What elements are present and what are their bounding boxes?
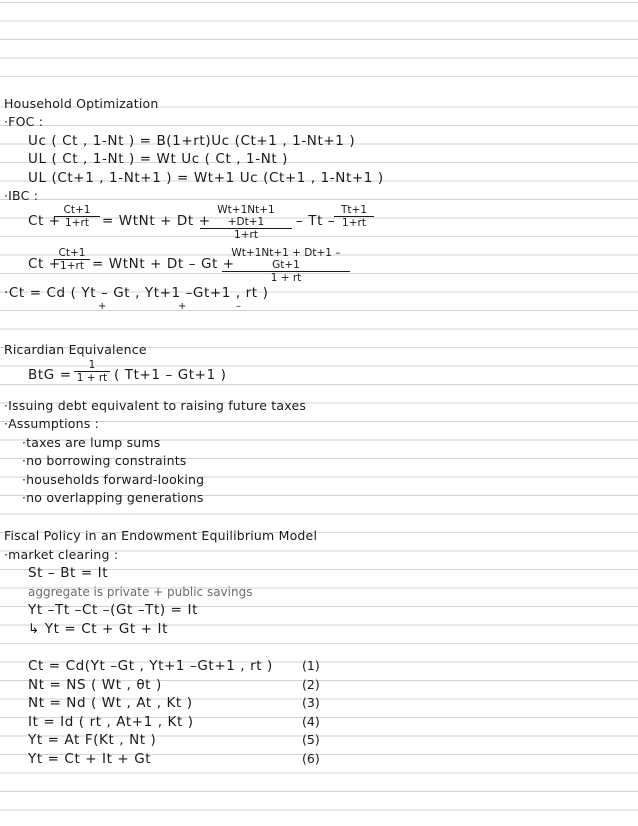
equation-number: (5): [302, 732, 320, 747]
market-clearing-note: aggregate is private + public savings: [28, 585, 253, 599]
ibc1-middle: = WtNt + Dt +: [102, 213, 211, 229]
ibc1-fraction-3-denominator: 1+rt: [342, 217, 366, 229]
ibc2-fraction-1: [54, 247, 90, 272]
system-equation: Yt = At F(Kt , Nt ): [28, 732, 157, 748]
foc-equation-2: UL ( Ct , 1-Nt ) = Wt Uc ( Ct , 1-Nt ): [28, 151, 289, 167]
assumption-item: ·households forward-looking: [22, 472, 205, 487]
ibc1-fraction-1-numerator: Ct+1: [54, 204, 100, 217]
system-equation: Nt = Nd ( Wt , At , Kt ): [28, 695, 193, 711]
ibc1-fraction-2-numerator: Wt+1Nt+1 +Dt+1: [200, 204, 292, 229]
ibc2-fraction-2-denominator: 1 + rt: [270, 272, 302, 284]
ibc1-lhs: Ct +: [28, 213, 61, 229]
foc-label: ·FOC :: [4, 114, 44, 129]
ibc1-fraction-1: [54, 204, 100, 229]
consumption-demand-equation: ·Ct = Cd ( Yt – Gt , Yt+1 –Gt+1 , rt ): [4, 285, 269, 301]
ricardian-eq-lhs: BtG =: [28, 367, 72, 383]
ibc2-lhs: Ct +: [28, 256, 61, 272]
system-equation: Ct = Cd(Yt –Gt , Yt+1 –Gt+1 , rt ): [28, 658, 273, 674]
ricardian-fraction: [74, 359, 110, 384]
assumption-item: ·no borrowing constraints: [22, 453, 187, 468]
section-title-fiscal-policy: Fiscal Policy in an Endowment Equilibrium Model: [4, 528, 318, 543]
market-clearing-eq-2: Yt –Tt –Ct –(Gt –Tt) = It: [28, 602, 198, 618]
ibc2-fraction-2: [222, 247, 350, 284]
ricardian-bullet-debt: ·Issuing debt equivalent to raising future taxes: [4, 398, 307, 413]
system-equation: Yt = Ct + It + Gt: [28, 751, 152, 767]
ibc1-fraction-3: [334, 204, 374, 229]
market-clearing-eq-1: St – Bt = It: [28, 565, 109, 581]
assumptions-label: ·Assumptions :: [4, 416, 100, 431]
ibc1-tail: – Tt –: [296, 213, 336, 229]
ibc2-fraction-1-denominator: 1+rt: [60, 260, 84, 272]
ibc1-fraction-1-denominator: 1+rt: [65, 217, 89, 229]
equation-number: (6): [302, 751, 320, 766]
foc-equation-3: UL (Ct+1 , 1-Nt+1 ) = Wt+1 Uc (Ct+1 , 1-Nt+1 ): [28, 170, 384, 186]
assumption-item: ·taxes are lump sums: [22, 435, 161, 450]
ricardian-fraction-numerator: 1: [74, 359, 110, 372]
equation-number: (2): [302, 677, 320, 692]
sign-plus-1: +: [98, 301, 107, 312]
equation-number: (3): [302, 695, 320, 710]
ibc1-fraction-3-numerator: Tt+1: [334, 204, 374, 217]
section-title-household-optimization: Household Optimization: [4, 96, 159, 111]
sign-plus-2: +: [178, 301, 187, 312]
assumption-item: ·no overlapping generations: [22, 490, 204, 505]
ricardian-eq-rhs: ( Tt+1 – Gt+1 ): [114, 367, 227, 383]
system-equation: It = Id ( rt , At+1 , Kt ): [28, 714, 194, 730]
equation-number: (4): [302, 714, 320, 729]
sign-minus: –: [236, 301, 241, 312]
equation-number: (1): [302, 658, 320, 673]
ibc1-fraction-2-denominator: 1+rt: [234, 229, 258, 241]
ibc2-middle: = WtNt + Dt – Gt +: [92, 256, 235, 272]
market-clearing-eq-3: ↳ Yt = Ct + Gt + It: [28, 621, 168, 637]
section-title-ricardian-equivalence: Ricardian Equivalence: [4, 342, 147, 357]
market-clearing-label: ·market clearing :: [4, 547, 119, 562]
ibc1-fraction-2: [200, 204, 292, 241]
foc-equation-1: Uc ( Ct , 1-Nt ) = B(1+rt)Uc (Ct+1 , 1-Nt+1 ): [28, 133, 356, 149]
ibc2-fraction-2-numerator: Wt+1Nt+1 + Dt+1 – Gt+1: [222, 247, 350, 272]
ibc2-fraction-1-numerator: Ct+1: [54, 247, 90, 260]
system-equation: Nt = NS ( Wt , θt ): [28, 677, 162, 693]
ricardian-fraction-denominator: 1 + rt: [76, 372, 108, 384]
ibc-label: ·IBC :: [4, 188, 39, 203]
